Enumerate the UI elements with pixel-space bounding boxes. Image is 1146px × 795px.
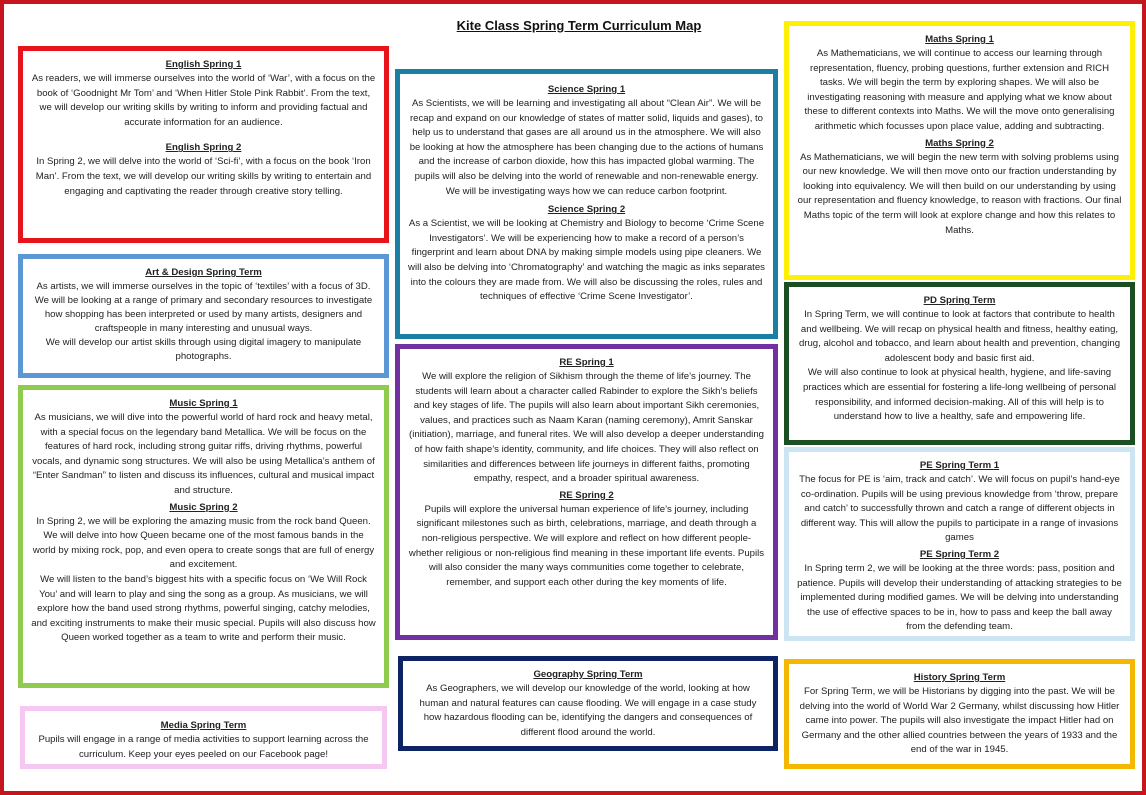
maths-spring-2-text: As Mathematicians, we will begin the new term with solving problems using our new knowledge. We will then move onto our fraction understanding by looking into equivalency. We will then build on our understanding by using our representation and fluency knowledge, to reason with fractions. Our final Maths topic of the term will look at explore change and how this relates to Maths. xyxy=(797,151,1122,236)
pe-term-2-heading: PE Spring Term 2 xyxy=(919,548,1000,560)
re-spring-2-heading: RE Spring 2 xyxy=(559,489,614,501)
history-heading: History Spring Term xyxy=(913,672,1006,683)
art-design-box xyxy=(18,254,389,378)
media-text: Pupils will engage in a range of media activities to support learning across the curriculum. Keep your eyes peeled on our Facebook page! xyxy=(38,734,369,760)
english-spring-2-text: In Spring 2, we will delve into the world of ‘Sci-fi’, with a focus on the book ‘Iron Man’. From the text, we will develop our writing skills by writing to entertain and engaging and captivating the reader through creative story telling. xyxy=(35,156,372,197)
media-box xyxy=(20,706,387,769)
pd-box xyxy=(784,282,1135,445)
english-spring-2-heading: English Spring 2 xyxy=(165,142,242,154)
pe-box xyxy=(784,447,1135,641)
geography-heading: Geography Spring Term xyxy=(533,669,643,680)
maths-spring-2-heading: Maths Spring 2 xyxy=(925,137,994,149)
music-box xyxy=(18,385,389,688)
re-spring-1-heading: RE Spring 1 xyxy=(559,357,614,368)
pd-heading: PD Spring Term xyxy=(923,295,996,306)
pd-text-2: We will also continue to look at physical health, hygiene, and life-saving practices which are essential for fostering a life-long wellbeing of personal responsibility, and informed decision-making. All of this will help is to understand how to live a healthy, safe and empowering life. xyxy=(802,367,1117,423)
science-box xyxy=(395,69,778,339)
history-box xyxy=(784,659,1135,769)
science-spring-2-heading: Science Spring 2 xyxy=(547,204,626,216)
music-spring-2-text-1: In Spring 2, we will be exploring the amazing music from the rock band Queen. We will delve into how Queen became one of the most famous bands in the world by mixing rock, pop, and even opera to create songs that are full of energy and excitement. xyxy=(32,515,375,571)
page-title: Kite Class Spring Term Curriculum Map xyxy=(456,18,702,33)
pe-term-2-text: In Spring term 2, we will be looking at the three words: pass, position and patience. Pupils will develop their understanding of attacking strategies to be implemented during modified games. We will be delving into understanding the use of effective spaces to be in, how to pass and keep the ball away from the defending team. xyxy=(797,562,1122,633)
english-spring-1-heading: English Spring 1 xyxy=(165,59,242,70)
geography-text: As Geographers, we will develop our knowledge of the world, looking at how human and natural features can cause flooding. We will engage in a case study how hazardous flooding can be, identifying the dangers and consequences of different flood around the world. xyxy=(419,683,757,738)
maths-spring-1-text: As Mathematicians, we will continue to access our learning through representation, fluency, probing questions, further extension and RICH tasks. We will begin the term by exploring shapes. We will also be investigating reasoning with measure and applying what we know about these to different contexts into Maths. We will the move onto generalising arithmetic which focusses upon place value, adding and subtracting. xyxy=(804,48,1115,132)
music-spring-1-heading: Music Spring 1 xyxy=(169,398,238,409)
art-design-text-1: As artists, we will immerse ourselves in the topic of ‘textiles’ with a focus of 3D. We will be looking at a range of primary and secondary resources to investigate how shopping has been interpreted or used by many artists, designers and craftspeople in many interesting and unusual ways. xyxy=(34,281,373,334)
pd-text-1: In Spring Term, we will continue to look at factors that contribute to health and wellbeing. We will recap on physical health and fitness, healthy eating, drug, alcohol and tobacco, and learn about health and prevention, changing adolescent body and basic first aid. xyxy=(798,309,1121,364)
pe-term-1-heading: PE Spring Term 1 xyxy=(919,460,1000,471)
music-spring-2-heading: Music Spring 2 xyxy=(169,501,238,513)
science-spring-2-text: As a Scientist, we will be looking at Chemistry and Biology to become ‘Crime Scene Investigators’. We will be experiencing how to make a record of a person’s fingerprint and learn about DNA by making simple models using pipe cleaners. We will also be delving into ‘Chromatography’ and watching the magic as inks separates into the colours they are made from. We will also be discussing the roles, rules and techniques of effective ‘Crime Scene Investigator’. xyxy=(408,218,765,303)
art-design-text-2: We will develop our artist skills through using digital imagery to manipulate photographs. xyxy=(45,337,362,362)
science-spring-1-heading: Science Spring 1 xyxy=(547,84,626,95)
science-spring-1-text: As Scientists, we will be learning and investigating all about “Clean Air”. We will be recap and expand on our knowledge of states of matter solid, liquids and gases), to help us to understand that gases are all around us in the atmosphere. We will also be looking at how the atmosphere has been changing due to the actions of humans and the increase of carbon dioxide, how this has impacted global warming. The pupils will also be delving into the world of renewable and non-renewable energy. We will be investigating ways how we can reduce carbon footprint. xyxy=(409,98,764,197)
english-spring-1-text: As readers, we will immerse ourselves into the world of ‘War’, with a focus on the book of ‘Goodnight Mr Tom’ and ‘When Hitler Stole Pink Rabbit’. From the text, we will develop our writing skills by writing to inform and providing factual and accurate information for an audience. xyxy=(31,73,376,128)
pe-term-1-text: The focus for PE is ‘aim, track and catch’. We will focus on pupil’s hand-eye co-ordination. Pupils will be using previous knowledge from ‘throw, prepare and catch’ to successfully thrown and catch a range of different objects in different way. This will allow the pupils to participate in a range of invasions games xyxy=(799,474,1120,544)
english-box xyxy=(18,46,389,243)
media-heading: Media Spring Term xyxy=(160,720,247,731)
maths-spring-1-heading: Maths Spring 1 xyxy=(925,34,994,45)
music-spring-1-text: As musicians, we will dive into the powerful world of hard rock and heavy metal, with a special focus on the legendary band Metallica. We will be focus on the features of hard rock, including strong guitar riffs, driving rhythms, powerful vocals, and dynamic song structures. We will also be using Metallica’s anthem of “Enter Sandman” to listen and discuss its influences, cultural and musical impact and structure. xyxy=(32,412,375,496)
history-text: For Spring Term, we will be Historians by digging into the past. We will be delving into the world of World War 2 Germany, whilst discussing how Hitler came into power. The pupils will also investigate the impact Hitler had on Germany and the other allied countries between the years of 1933 and the end of the war in 1945. xyxy=(799,686,1120,756)
art-design-heading: Art & Design Spring Term xyxy=(145,267,262,278)
re-spring-1-text: We will explore the religion of Sikhism through the theme of life’s journey. The students will learn about a character called Rabinder to explore the Sikh’s beliefs and key stages of life. The pupils will also learn about important Sikh ceremonies, values, and practices such as Naam Karan (naming ceremony), Amrit Sanskar (initiation), marriage, and funeral rites. We will also develop a deeper understanding of how faith shape’s identity, community, and life choices. They will also reflect on similarities and differences between life journeys in different faiths, promoting empathy, respect, and a broader spiritual awareness. xyxy=(409,371,764,485)
music-spring-2-text-2: We will listen to the band’s biggest hits with a specific focus on ‘We Will Rock You’ and will learn to play and sing the song as a group. As musicians, we will explore how the band used strong rhythms, powerful singing, catchy melodies, and exciting instruments to make their music special. Pupils will also discuss how Queen worked together as a team to write and perform their music. xyxy=(31,573,376,644)
re-spring-2-text: Pupils will explore the universal human experience of life’s journey, including significant milestones such as birth, celebrations, marriage, and death through a non-religious perspective. We will explore and reflect on how different people-whether religious or non-religious find meaning in these important life events. Pupils will also consider the many ways communities come together to celebrate, remember, and support each other during the key moments of life. xyxy=(408,503,765,588)
maths-box xyxy=(784,21,1135,280)
re-box xyxy=(395,344,778,640)
geography-box xyxy=(398,656,778,751)
